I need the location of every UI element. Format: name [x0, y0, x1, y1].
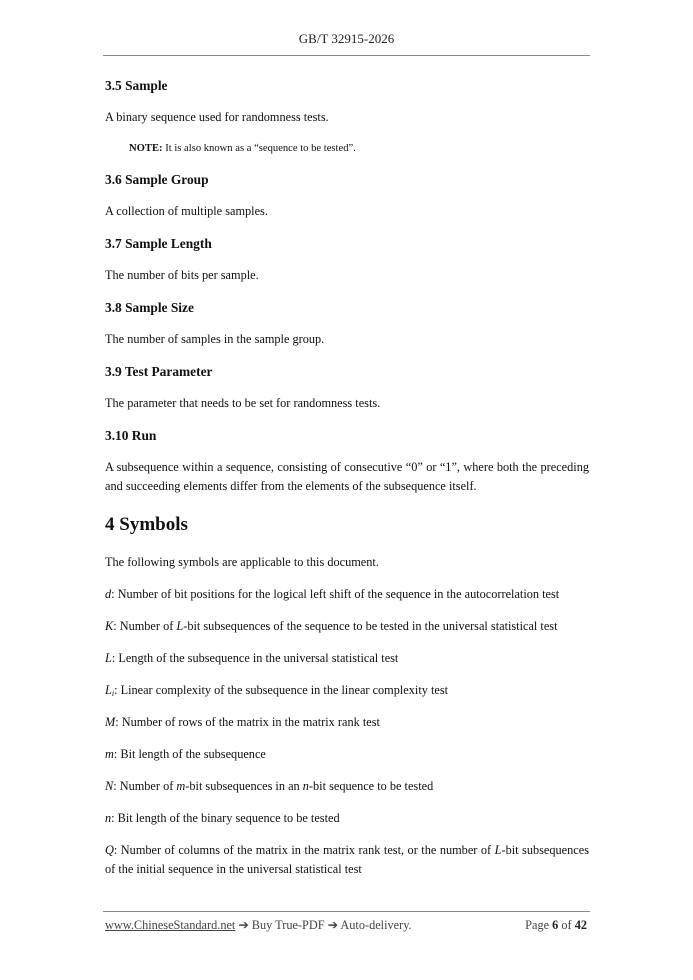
symbols-intro: The following symbols are applicable to this document. — [105, 555, 379, 569]
symbol-definition: -bit subsequences in an — [185, 779, 303, 793]
page-number: 6 — [552, 918, 559, 932]
note — [105, 141, 589, 157]
symbol-entry-Li — [105, 681, 589, 700]
running-header: GB/T 32915-2026 — [298, 31, 395, 46]
chapter-heading: 4 Symbols — [105, 514, 188, 535]
definition-text: The parameter that needs to be set for randomness tests. — [105, 396, 381, 410]
page-word: Page — [525, 918, 553, 932]
section-heading: 3.7 Sample Length — [105, 236, 212, 251]
footer-left — [105, 918, 412, 933]
note-text: It is also known as a “sequence to be tested”. — [162, 143, 356, 154]
symbol: d — [105, 587, 112, 601]
symbol-definition: : Number of rows of the matrix in the matrix rank test — [115, 715, 380, 729]
symbol-definition: : Bit length of the subsequence — [113, 747, 266, 761]
symbol: L — [105, 651, 112, 665]
symbol: Q — [105, 843, 114, 857]
symbol-definition: : Number of columns of the matrix in the matrix rank test, or the number of — [113, 843, 495, 857]
symbol-definition: -bit subsequences of the sequence to be tested in the universal statistical test — [183, 619, 558, 633]
section-heading: 3.10 Run — [105, 428, 157, 443]
footer-rule — [103, 911, 590, 912]
inline-variable: L — [176, 619, 184, 633]
symbol-definition: : Number of bit positions for the logical left shift of the sequence in the autocorrelation test — [111, 587, 560, 601]
arrow-icon: ➔ — [235, 918, 252, 932]
section-3-10 — [105, 426, 589, 496]
auto-delivery-text: Auto-delivery. — [340, 918, 412, 932]
symbol-entry-Q — [105, 841, 589, 879]
definition-text: A collection of multiple samples. — [105, 204, 268, 218]
page-total: 42 — [574, 918, 587, 932]
symbol-definition: -bit sequence to be tested — [308, 779, 434, 793]
inline-variable: L — [494, 843, 502, 857]
section-3-5 — [105, 76, 589, 157]
definition-text: The number of samples in the sample group. — [105, 332, 325, 346]
section-heading: 3.6 Sample Group — [105, 172, 209, 187]
inline-variable: n — [302, 779, 309, 793]
definition-text: A binary sequence used for randomness tests. — [105, 110, 329, 124]
symbol: M — [105, 715, 116, 729]
section-3-6 — [105, 170, 589, 221]
symbol-definition: : Bit length of the binary sequence to be tested — [111, 811, 340, 825]
symbol-definition: : Linear complexity of the subsequence in the linear complexity test — [114, 683, 449, 697]
section-3-8 — [105, 298, 589, 349]
definition-text: The number of bits per sample. — [105, 268, 259, 282]
symbol: N — [105, 779, 114, 793]
section-heading: 3.8 Sample Size — [105, 300, 194, 315]
page-indicator — [525, 918, 587, 933]
header-rule — [103, 55, 590, 56]
symbol: n — [105, 811, 112, 825]
section-3-9 — [105, 362, 589, 413]
symbol-definition: : Number of — [113, 619, 177, 633]
symbol-entry-m — [105, 745, 589, 764]
symbol-entry-d — [105, 585, 589, 604]
symbol-subscript: i — [111, 689, 115, 698]
definition-text: A subsequence within a sequence, consisting of consecutive “0” or “1”, where both the preceding and succeeding elements differ from the elements of the subsequence itself. — [105, 460, 589, 493]
symbol-definition: -bit subsequences of the initial sequence in the universal statistical test — [105, 843, 589, 876]
symbol: m — [105, 747, 114, 761]
page-content — [105, 76, 589, 879]
symbol-entry-n — [105, 809, 589, 828]
section-4-symbols — [105, 511, 589, 879]
note-label: NOTE: — [129, 143, 163, 154]
symbol-entry-K — [105, 617, 589, 636]
section-3-7 — [105, 234, 589, 285]
site-link[interactable]: www.ChineseStandard.net — [105, 918, 236, 932]
symbol: L — [105, 683, 112, 697]
symbol-definition: : Length of the subsequence in the universal statistical test — [111, 651, 399, 665]
symbol-entry-L — [105, 649, 589, 668]
inline-variable: m — [176, 779, 186, 793]
section-heading: 3.5 Sample — [105, 78, 168, 93]
arrow-icon: ➔ — [324, 918, 341, 932]
symbol-definition: : Number of — [113, 779, 177, 793]
symbol-entry-N — [105, 777, 589, 796]
section-heading: 3.9 Test Parameter — [105, 364, 213, 379]
symbol-entry-M — [105, 713, 589, 732]
buy-pdf-link[interactable]: Buy True-PDF — [251, 918, 325, 932]
of-word: of — [558, 918, 575, 932]
symbol: K — [105, 619, 114, 633]
